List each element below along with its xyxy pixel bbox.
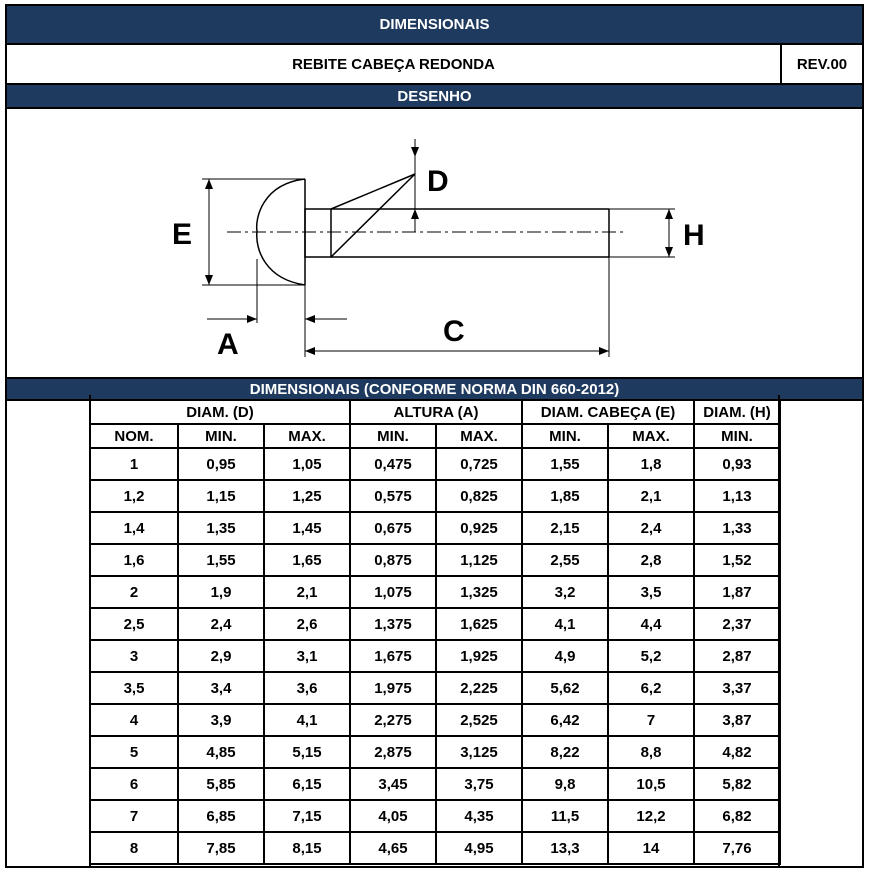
drawing-section-title: DESENHO (397, 87, 472, 105)
table-cell: 13,3 (522, 832, 608, 864)
table-cell: 2,87 (694, 640, 780, 672)
table-cell: 3,87 (694, 704, 780, 736)
table-cell: 0,95 (178, 448, 264, 480)
table-cell: 3,37 (694, 672, 780, 704)
table-cell: 1 (90, 448, 178, 480)
column-header: MIN. (694, 424, 780, 448)
table-cell: 7 (608, 704, 694, 736)
table-cell: 4,82 (694, 736, 780, 768)
table-cell: 4,95 (436, 832, 522, 864)
table-cell: 1,4 (90, 512, 178, 544)
table-cell: 12,2 (608, 800, 694, 832)
drawing-section-bar (7, 85, 862, 109)
table-row (90, 768, 780, 800)
revision-label: REV.00 (796, 55, 848, 73)
table-cell: 5,15 (264, 736, 350, 768)
table-row (90, 800, 780, 832)
table-cell: 3,75 (436, 768, 522, 800)
table-cell: 7,85 (178, 832, 264, 864)
table-cell: 4 (90, 704, 178, 736)
table-body (90, 448, 780, 864)
table-row (90, 608, 780, 640)
table-cell: 2,4 (608, 512, 694, 544)
table-cell: 1,65 (264, 544, 350, 576)
table-cell: 2,225 (436, 672, 522, 704)
table-cell: 5,2 (608, 640, 694, 672)
column-header: MIN. (178, 424, 264, 448)
table-cell: 1,15 (178, 480, 264, 512)
table-row (90, 832, 780, 864)
group-header: DIAM. (D) (90, 400, 350, 424)
table-cell: 1,45 (264, 512, 350, 544)
table-cell: 1,975 (350, 672, 436, 704)
table-cell: 3,45 (350, 768, 436, 800)
table-cell: 6,42 (522, 704, 608, 736)
table-cell: 6 (90, 768, 178, 800)
group-header: ALTURA (A) (350, 400, 522, 424)
table-row (90, 736, 780, 768)
table-cell: 3,5 (90, 672, 178, 704)
table-cell: 1,13 (694, 480, 780, 512)
rivet-drawing (7, 109, 862, 377)
table-cell: 0,575 (350, 480, 436, 512)
table-cell: 6,15 (264, 768, 350, 800)
table-cell: 2,875 (350, 736, 436, 768)
table-cell: 3,5 (608, 576, 694, 608)
table-cell: 7,76 (694, 832, 780, 864)
table-cell: 3,6 (264, 672, 350, 704)
table-cell: 0,825 (436, 480, 522, 512)
header-title: DIMENSIONAIS (379, 16, 490, 33)
column-header: MAX. (436, 424, 522, 448)
table-cell: 0,675 (350, 512, 436, 544)
table-cell: 5,82 (694, 768, 780, 800)
table-cell: 3,125 (436, 736, 522, 768)
table-cell: 0,925 (436, 512, 522, 544)
table-cell: 4,4 (608, 608, 694, 640)
table-cell: 3,1 (264, 640, 350, 672)
table-cell: 1,075 (350, 576, 436, 608)
table-cell: 0,475 (350, 448, 436, 480)
label-e: E (172, 218, 193, 251)
label-h: H (683, 219, 705, 252)
right-margin-column (778, 395, 864, 868)
table-group-header (90, 400, 780, 424)
table-cell: 1,125 (436, 544, 522, 576)
table-cell: 0,725 (436, 448, 522, 480)
table-cell: 8 (90, 832, 178, 864)
table-cell: 1,9 (178, 576, 264, 608)
table-cell: 8,8 (608, 736, 694, 768)
table-cell: 5 (90, 736, 178, 768)
table-cell: 1,8 (608, 448, 694, 480)
table-row (90, 544, 780, 576)
table-cell: 2,15 (522, 512, 608, 544)
table-row (90, 512, 780, 544)
table-cell: 1,55 (178, 544, 264, 576)
table-cell: 0,93 (694, 448, 780, 480)
column-header: NOM. (90, 424, 178, 448)
table-cell: 5,85 (178, 768, 264, 800)
table-cell: 4,05 (350, 800, 436, 832)
table-cell: 1,33 (694, 512, 780, 544)
label-a: A (217, 328, 239, 361)
header-bar (7, 6, 862, 45)
column-header: MAX. (608, 424, 694, 448)
column-header: MAX. (264, 424, 350, 448)
table-cell: 4,65 (350, 832, 436, 864)
table-cell: 2,55 (522, 544, 608, 576)
table-row (90, 704, 780, 736)
rivet-shank-step (305, 209, 331, 257)
table-cell: 1,35 (178, 512, 264, 544)
table-cell: 1,6 (90, 544, 178, 576)
table-section-title: DIMENSIONAIS (CONFORME NORMA DIN 660-2012) (249, 380, 620, 398)
table-cell: 3,2 (522, 576, 608, 608)
table-cell: 2,4 (178, 608, 264, 640)
table-cell: 1,87 (694, 576, 780, 608)
table-cell: 2,1 (264, 576, 350, 608)
table-cell: 1,52 (694, 544, 780, 576)
table-cell: 4,1 (522, 608, 608, 640)
table-cell: 1,2 (90, 480, 178, 512)
table-cell: 4,9 (522, 640, 608, 672)
part-name: REBITE CABEÇA REDONDA (7, 45, 782, 83)
column-header: MIN. (350, 424, 436, 448)
part-row (7, 45, 862, 85)
table-cell: 2,275 (350, 704, 436, 736)
table-cell: 5,62 (522, 672, 608, 704)
table-cell: 10,5 (608, 768, 694, 800)
table-cell: 6,85 (178, 800, 264, 832)
table-cell: 7 (90, 800, 178, 832)
table-cell: 3,9 (178, 704, 264, 736)
table-row (90, 576, 780, 608)
table-cell: 2,6 (264, 608, 350, 640)
table-column-header (90, 424, 780, 448)
table-cell: 2,525 (436, 704, 522, 736)
group-header: DIAM. (H) (694, 400, 780, 424)
label-d: D (427, 165, 449, 198)
left-margin-column (5, 395, 91, 868)
table-cell: 1,85 (522, 480, 608, 512)
label-c: C (443, 315, 465, 348)
table-cell: 8,15 (264, 832, 350, 864)
table-cell: 3,4 (178, 672, 264, 704)
table-row (90, 672, 780, 704)
table-cell: 14 (608, 832, 694, 864)
table-cell: 1,925 (436, 640, 522, 672)
table-cell: 6,82 (694, 800, 780, 832)
table-cell: 1,05 (264, 448, 350, 480)
table-cell: 2,5 (90, 608, 178, 640)
table-cell: 1,325 (436, 576, 522, 608)
table-cell: 4,85 (178, 736, 264, 768)
table-cell: 4,1 (264, 704, 350, 736)
table-cell: 4,35 (436, 800, 522, 832)
table-cell: 2,8 (608, 544, 694, 576)
table-cell: 7,15 (264, 800, 350, 832)
table-cell: 9,8 (522, 768, 608, 800)
table-cell: 1,675 (350, 640, 436, 672)
column-header: MIN. (522, 424, 608, 448)
table-row (90, 640, 780, 672)
table-cell: 0,875 (350, 544, 436, 576)
table-cell: 2 (90, 576, 178, 608)
table-cell: 1,625 (436, 608, 522, 640)
group-header: DIAM. CABEÇA (E) (522, 400, 694, 424)
table-cell: 1,55 (522, 448, 608, 480)
rivet-drawing-svg (7, 109, 862, 377)
table-cell: 1,25 (264, 480, 350, 512)
table-cell: 11,5 (522, 800, 608, 832)
table-cell: 1,375 (350, 608, 436, 640)
table-cell: 2,1 (608, 480, 694, 512)
table-row (90, 448, 780, 480)
table-cell: 8,22 (522, 736, 608, 768)
dimensions-table (89, 399, 781, 865)
table-cell: 6,2 (608, 672, 694, 704)
table-section-bar (7, 377, 862, 401)
table-cell: 3 (90, 640, 178, 672)
table-cell: 2,9 (178, 640, 264, 672)
table-cell: 2,37 (694, 608, 780, 640)
table-row (90, 480, 780, 512)
